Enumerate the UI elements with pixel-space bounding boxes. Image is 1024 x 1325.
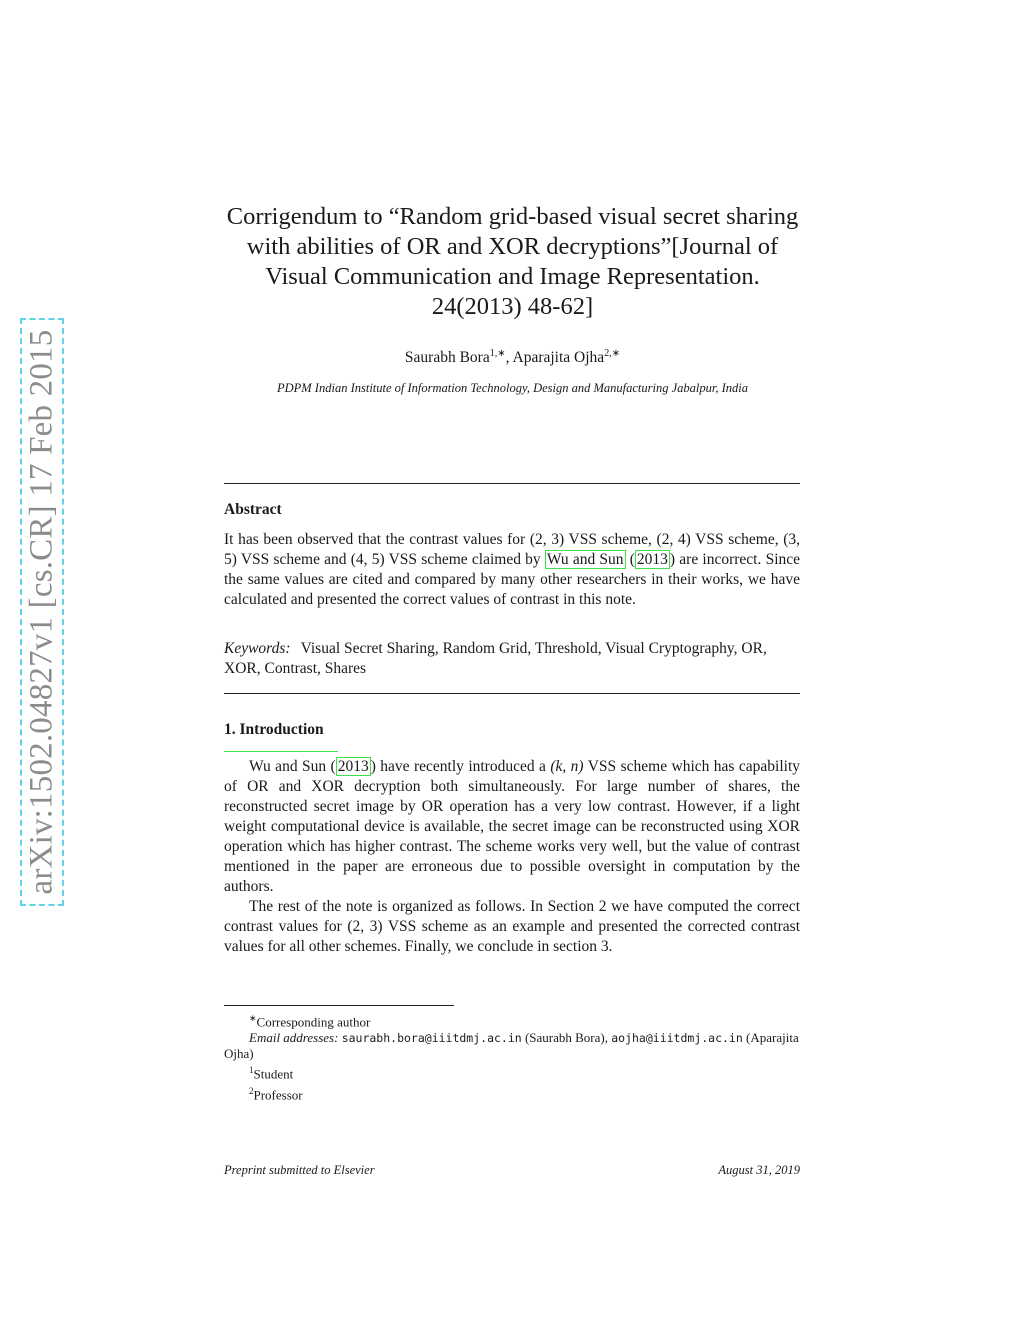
arxiv-identifier[interactable]: arXiv:1502.04827v1 [cs.CR] 17 Feb 2015 bbox=[23, 329, 60, 895]
footnote-2 bbox=[224, 1083, 800, 1103]
footnote-text: Professor bbox=[253, 1086, 303, 1102]
footnote-corresponding bbox=[224, 1010, 800, 1030]
author-superscript: 1,∗ bbox=[489, 348, 506, 359]
author-separator: , bbox=[505, 349, 513, 367]
citation-link[interactable]: Wu and Sun bbox=[546, 551, 624, 568]
email-owner: (Saurabh Bora), bbox=[521, 1030, 612, 1046]
author-name: Saurabh Bora bbox=[404, 349, 490, 367]
footnote-text: Student bbox=[253, 1066, 294, 1082]
email-label: Email addresses: bbox=[249, 1030, 339, 1046]
footnote-1 bbox=[224, 1062, 800, 1082]
author-line bbox=[225, 348, 800, 367]
footer-date: August 31, 2019 bbox=[718, 1163, 800, 1177]
citation-paren: ( bbox=[625, 551, 635, 568]
footnote-text: Corresponding author bbox=[256, 1014, 371, 1030]
citation-year-link[interactable]: 2013 bbox=[636, 551, 668, 568]
email-link[interactable]: saurabh.bora@iiitdmj.ac.in bbox=[341, 1031, 522, 1046]
keywords bbox=[224, 639, 800, 679]
footnote-mark: 2 bbox=[249, 1085, 254, 1096]
citation-year-link[interactable]: 2013 bbox=[337, 758, 369, 775]
email-owner: (Aparajita Ojha) bbox=[224, 1030, 799, 1062]
author-superscript: 2,∗ bbox=[604, 348, 621, 359]
intro-text: ) have recently introduced a bbox=[370, 758, 551, 775]
footnotes bbox=[224, 1010, 800, 1103]
paper-title: Corrigendum to “Random grid-based visual secret sharing with abilities of OR and XOR decryptions”[Journal of Visual Communication and Image Representation. 24(2013) 48-62] bbox=[226, 203, 799, 320]
keywords-label: Keywords: bbox=[224, 640, 291, 657]
footnote-mark: ∗ bbox=[249, 1013, 257, 1023]
section-heading-introduction[interactable]: 1. Introduction bbox=[224, 721, 324, 738]
intro-text: VSS scheme which has capability of OR and XOR decryption both simultaneously. For large number of shares, the reconstructed secret image by OR operation has a very low contrast. However, if a light weight computational device is available, the secret image can be reconstructed using XOR operation which has higher contrast. The scheme works very well, but the value of contrast mentioned in the paper are erroneous due to possible oversight in computation by the authors. bbox=[224, 758, 801, 895]
footnote-mark: 1 bbox=[249, 1065, 254, 1076]
author-name: Aparajita Ojha bbox=[512, 349, 605, 367]
abstract-body-cont: ) are incorrect. Since the same values are cited and compared by many other researchers in their works, we have calculated and presented the correct values of contrast in this note. bbox=[224, 551, 801, 608]
footer-preprint: Preprint submitted to Elsevier bbox=[224, 1163, 375, 1177]
abstract-top-rule bbox=[224, 483, 800, 484]
keywords-list: Visual Secret Sharing, Random Grid, Threshold, Visual Cryptography, OR, XOR, Contrast, Shares bbox=[224, 640, 767, 677]
intro-paragraph-2: The rest of the note is organized as follows. In Section 2 we have computed the correct contrast values for (2, 3) VSS scheme as an example and presented the corrected contrast values for all other schemes. Finally, we conclude in section 3. bbox=[224, 898, 800, 955]
affiliation: PDPM Indian Institute of Information Technology, Design and Manufacturing Jabalpur, India bbox=[276, 381, 749, 395]
intro-paragraph-1 bbox=[224, 757, 800, 897]
abstract-bottom-rule bbox=[224, 693, 800, 694]
email-link[interactable]: aojha@iiitdmj.ac.in bbox=[611, 1031, 743, 1046]
footnote-rule bbox=[224, 1005, 454, 1006]
intro-text: Wu and Sun ( bbox=[249, 758, 336, 775]
math-kn: (k, n) bbox=[550, 758, 584, 775]
footnote-emails bbox=[224, 1030, 800, 1062]
abstract-body: It has been observed that the contrast values for (2, 3) VSS scheme, (2, 4) VSS scheme, (3, 5) VSS scheme and (4, 5) VSS scheme claimed by bbox=[224, 531, 800, 568]
abstract-heading: Abstract bbox=[224, 501, 282, 518]
link-highlight-underline bbox=[224, 751, 338, 752]
abstract-text bbox=[224, 530, 800, 610]
